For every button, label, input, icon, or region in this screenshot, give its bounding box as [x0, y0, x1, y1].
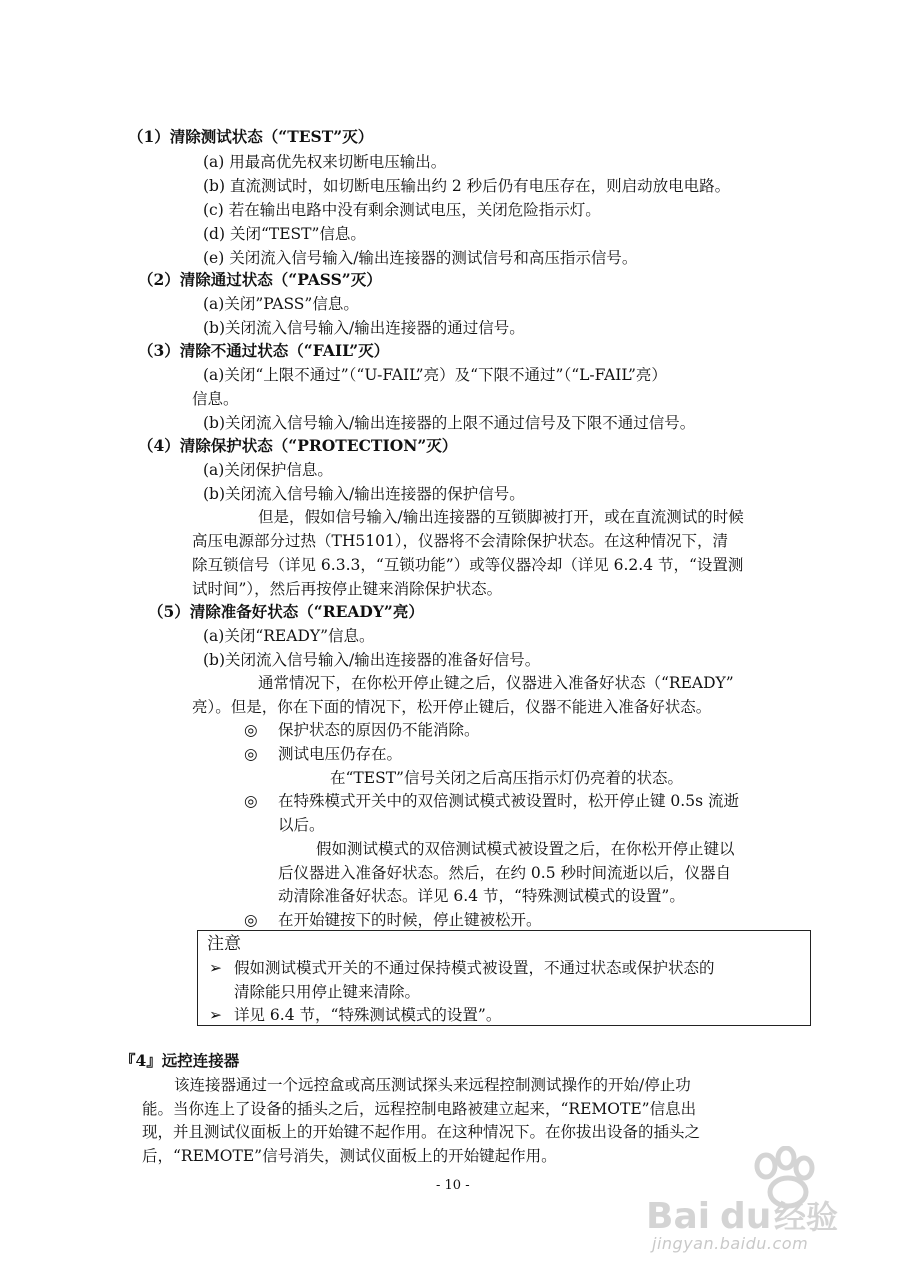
- condition-3-detail-line2: 后仪器进入准备好状态。然后，在约 0.5 秒时间流逝以后，仪器自: [278, 864, 732, 882]
- section-3-item-b: (b)关闭流入信号输入/输出连接器的上限不通过信号及下限不通过信号。: [203, 414, 696, 432]
- section-4-para-line3: 除互锁信号（详见 6.3.3，“互锁功能”）或等仪器冷却（详见 6.2.4 节，“设置测: [192, 556, 744, 574]
- section-2-item-b: (b)关闭流入信号输入/输出连接器的通过信号。: [203, 319, 525, 337]
- arrow-bullet-icon: ➢: [209, 1006, 222, 1024]
- page-number: - 10 -: [436, 1178, 470, 1193]
- section-1-item-e: (e) 关闭流入信号输入/输出连接器的测试信号和高压指示信号。: [203, 249, 638, 267]
- arrow-bullet-icon: ➢: [209, 959, 222, 977]
- section-3-item-a-line1: (a)关闭“上限不通过”（“U-FAIL”亮）及“下限不通过”（“L-FAIL”亮）: [203, 366, 667, 384]
- section-4-para-line1: 但是，假如信号输入/输出连接器的互锁脚被打开，或在直流测试的时候: [258, 508, 744, 526]
- note-title: 注意: [207, 934, 241, 954]
- section-5-item-a: (a)关闭“READY”信息。: [203, 627, 375, 645]
- section-5-item-b: (b)关闭流入信号输入/输出连接器的准备好信号。: [203, 651, 541, 669]
- section-3-item-a-line2: 信息。: [192, 390, 239, 408]
- section-5-para-line2: 亮）。但是，你在下面的情况下，松开停止键后，仪器不能进入准备好状态。: [192, 698, 712, 716]
- svg-text:du: du: [720, 1196, 772, 1237]
- svg-text:经验: 经验: [774, 1198, 839, 1236]
- section-1-item-c: (c) 若在输出电路中没有剩余测试电压，关闭危险指示灯。: [203, 201, 601, 219]
- condition-3-line2: 以后。: [278, 816, 325, 834]
- remote-para-line2: 能。当你连上了设备的插头之后，远程控制电路被建立起来，“REMOTE”信息出: [142, 1100, 697, 1118]
- section-4-para-line4: 试时间”），然后再按停止键来消除保护状态。: [192, 580, 503, 598]
- condition-2: 测试电压仍存在。: [278, 745, 403, 763]
- remote-connector-heading: 『4』远控连接器: [120, 1051, 240, 1070]
- bullet-icon: ◎: [244, 721, 258, 739]
- section-3-heading: （3）清除不通过状态（“FAIL”灭）: [138, 341, 390, 360]
- watermark-url: jingyan.baidu.com: [652, 1234, 809, 1253]
- remote-para-line4: 后，“REMOTE”信号消失，测试仪面板上的开始键起作用。: [142, 1147, 557, 1165]
- section-4-heading: （4）清除保护状态（“PROTECTION”灭）: [138, 436, 458, 455]
- section-5-heading: （5）清除准备好状态（“READY”亮）: [148, 602, 424, 621]
- condition-2-detail: 在“TEST”信号关闭之后高压指示灯仍亮着的状态。: [330, 769, 683, 787]
- note-item-2: 详见 6.4 节，“特殊测试模式的设置”。: [234, 1006, 502, 1024]
- note-item-1-line1: 假如测试模式开关的不通过保持模式被设置，不通过状态或保护状态的: [234, 959, 715, 977]
- condition-3-detail-line3: 动清除准备好状态。详见 6.4 节，“特殊测试模式的设置”。: [278, 887, 685, 905]
- section-2-heading: （2）清除通过状态（“PASS”灭）: [138, 270, 382, 289]
- note-item-1-line2: 清除能只用停止键来清除。: [234, 983, 421, 1001]
- section-1-item-a: (a) 用最高优先权来切断电压输出。: [203, 153, 447, 171]
- remote-para-line3: 现，并且测试仪面板上的开始键不起作用。在这种情况下。在你拔出设备的插头之: [142, 1123, 701, 1141]
- bullet-icon: ◎: [244, 792, 258, 810]
- section-5-para-line1: 通常情况下，在你松开停止键之后，仪器进入准备好状态（“READY”: [258, 674, 734, 692]
- condition-3-detail-line1: 假如测试模式的双倍测试模式被设置之后，在你松开停止键以: [316, 840, 735, 858]
- condition-3-line1: 在特殊模式开关中的双倍测试模式被设置时，松开停止键 0.5s 流逝: [278, 792, 739, 810]
- bullet-icon: ◎: [244, 745, 258, 763]
- section-4-para-line2: 高压电源部分过热（TH5101），仪器将不会清除保护状态。在这种情况下，清: [192, 532, 729, 550]
- condition-1: 保护状态的原因仍不能消除。: [278, 721, 480, 739]
- section-2-item-a: (a)关闭”PASS”信息。: [203, 295, 359, 313]
- condition-4: 在开始键按下的时候，停止键被松开。: [278, 911, 542, 929]
- section-1-item-d: (d) 关闭“TEST”信息。: [203, 225, 366, 243]
- remote-para-line1: 该连接器通过一个远控盒或高压测试探头来远程控制测试操作的开始/停止功: [174, 1076, 691, 1094]
- section-1-item-b: (b) 直流测试时，如切断电压输出约 2 秒后仍有电压存在，则启动放电电路。: [203, 177, 731, 195]
- section-4-item-b: (b)关闭流入信号输入/输出连接器的保护信号。: [203, 485, 525, 503]
- section-4-item-a: (a)关闭保护信息。: [203, 461, 333, 479]
- svg-text:Bai: Bai: [646, 1196, 711, 1237]
- bullet-icon: ◎: [244, 911, 258, 929]
- section-1-heading: （1）清除测试状态（“TEST”灭）: [128, 127, 374, 146]
